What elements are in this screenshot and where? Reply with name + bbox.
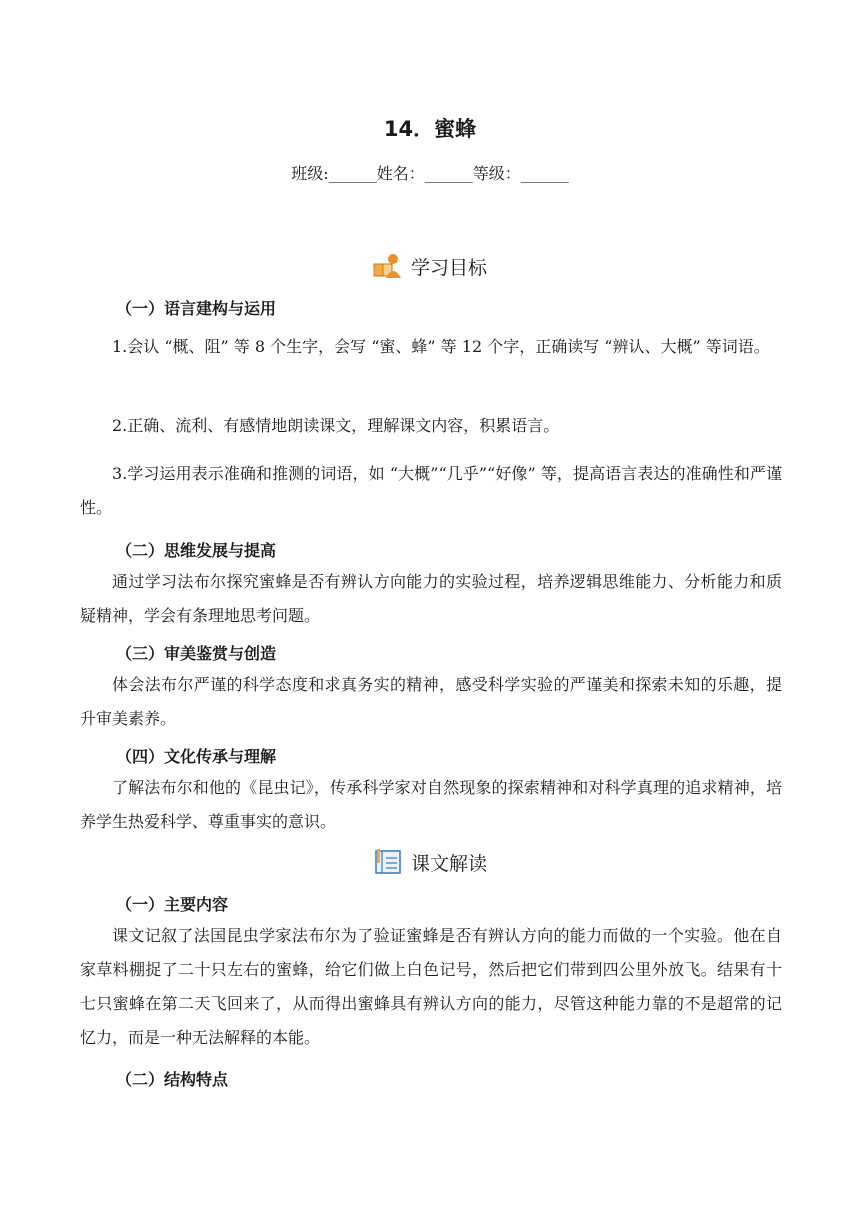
reading-person-icon [373, 252, 403, 280]
notebook-icon [373, 848, 403, 876]
student-info-line: 班级:______姓名：______等级：______ [291, 164, 569, 183]
subheading-culture: （四）文化传承与理解 [116, 747, 277, 766]
subheading-aesthetics: （三）审美鉴赏与创造 [116, 644, 277, 663]
document-title: 14．蜜蜂 [383, 117, 477, 141]
section-heading-label: 课文解读 [410, 852, 487, 875]
paragraph-main-content: 课文记叙了法国昆虫学家法布尔为了验证蜜蜂是否有辨认方向的能力而做的一个实验。他在自家草料棚捉了二十只左右的蜜蜂，给它们做上白色记号，然后把它们带到四公里外放飞。结果有十七只蜜蜂在第二天飞回来了，从而得出蜜蜂具有辨认方向的能力，尽管这种能力靠的不是超常的记忆力，而是一种无法解释的本能。 [80, 926, 782, 1047]
goal-item-2: 2.正确、流利、有感情地朗读课文，理解课文内容，积累语言。 [112, 416, 560, 435]
paragraph-culture: 了解法布尔和他的《昆虫记》，传承科学家对自然现象的探索精神和对科学真理的追求精神，培养学生热爱科学、尊重事实的意识。 [80, 778, 782, 831]
goal-item-3: 3.学习运用表示准确和推测的词语，如 “大概”“几乎”“好像” 等，提高语言表达的准确性和严谨性。 [80, 464, 782, 517]
subheading-thinking: （二）思维发展与提高 [116, 541, 277, 560]
goal-item-1: 1.会认 “概、阻” 等 8 个生字，会写 “蜜、蜂” 等 12 个字，正确读写 “辨认、大概” 等词语。 [112, 337, 770, 356]
subheading-structure: （二）结构特点 [116, 1070, 229, 1089]
paragraph-aesthetics: 体会法布尔严谨的科学态度和求真务实的精神，感受科学实验的严谨美和探索未知的乐趣，提升审美素养。 [80, 675, 782, 728]
subheading-main-content: （一）主要内容 [116, 895, 229, 914]
section-heading-label: 学习目标 [410, 256, 487, 279]
subheading-language: （一）语言建构与运用 [116, 299, 277, 318]
section-heading-goals [0, 252, 860, 280]
section-heading-reading [0, 848, 860, 876]
paragraph-thinking: 通过学习法布尔探究蜜蜂是否有辨认方向能力的实验过程，培养逻辑思维能力、分析能力和质疑精神，学会有条理地思考问题。 [80, 572, 782, 625]
